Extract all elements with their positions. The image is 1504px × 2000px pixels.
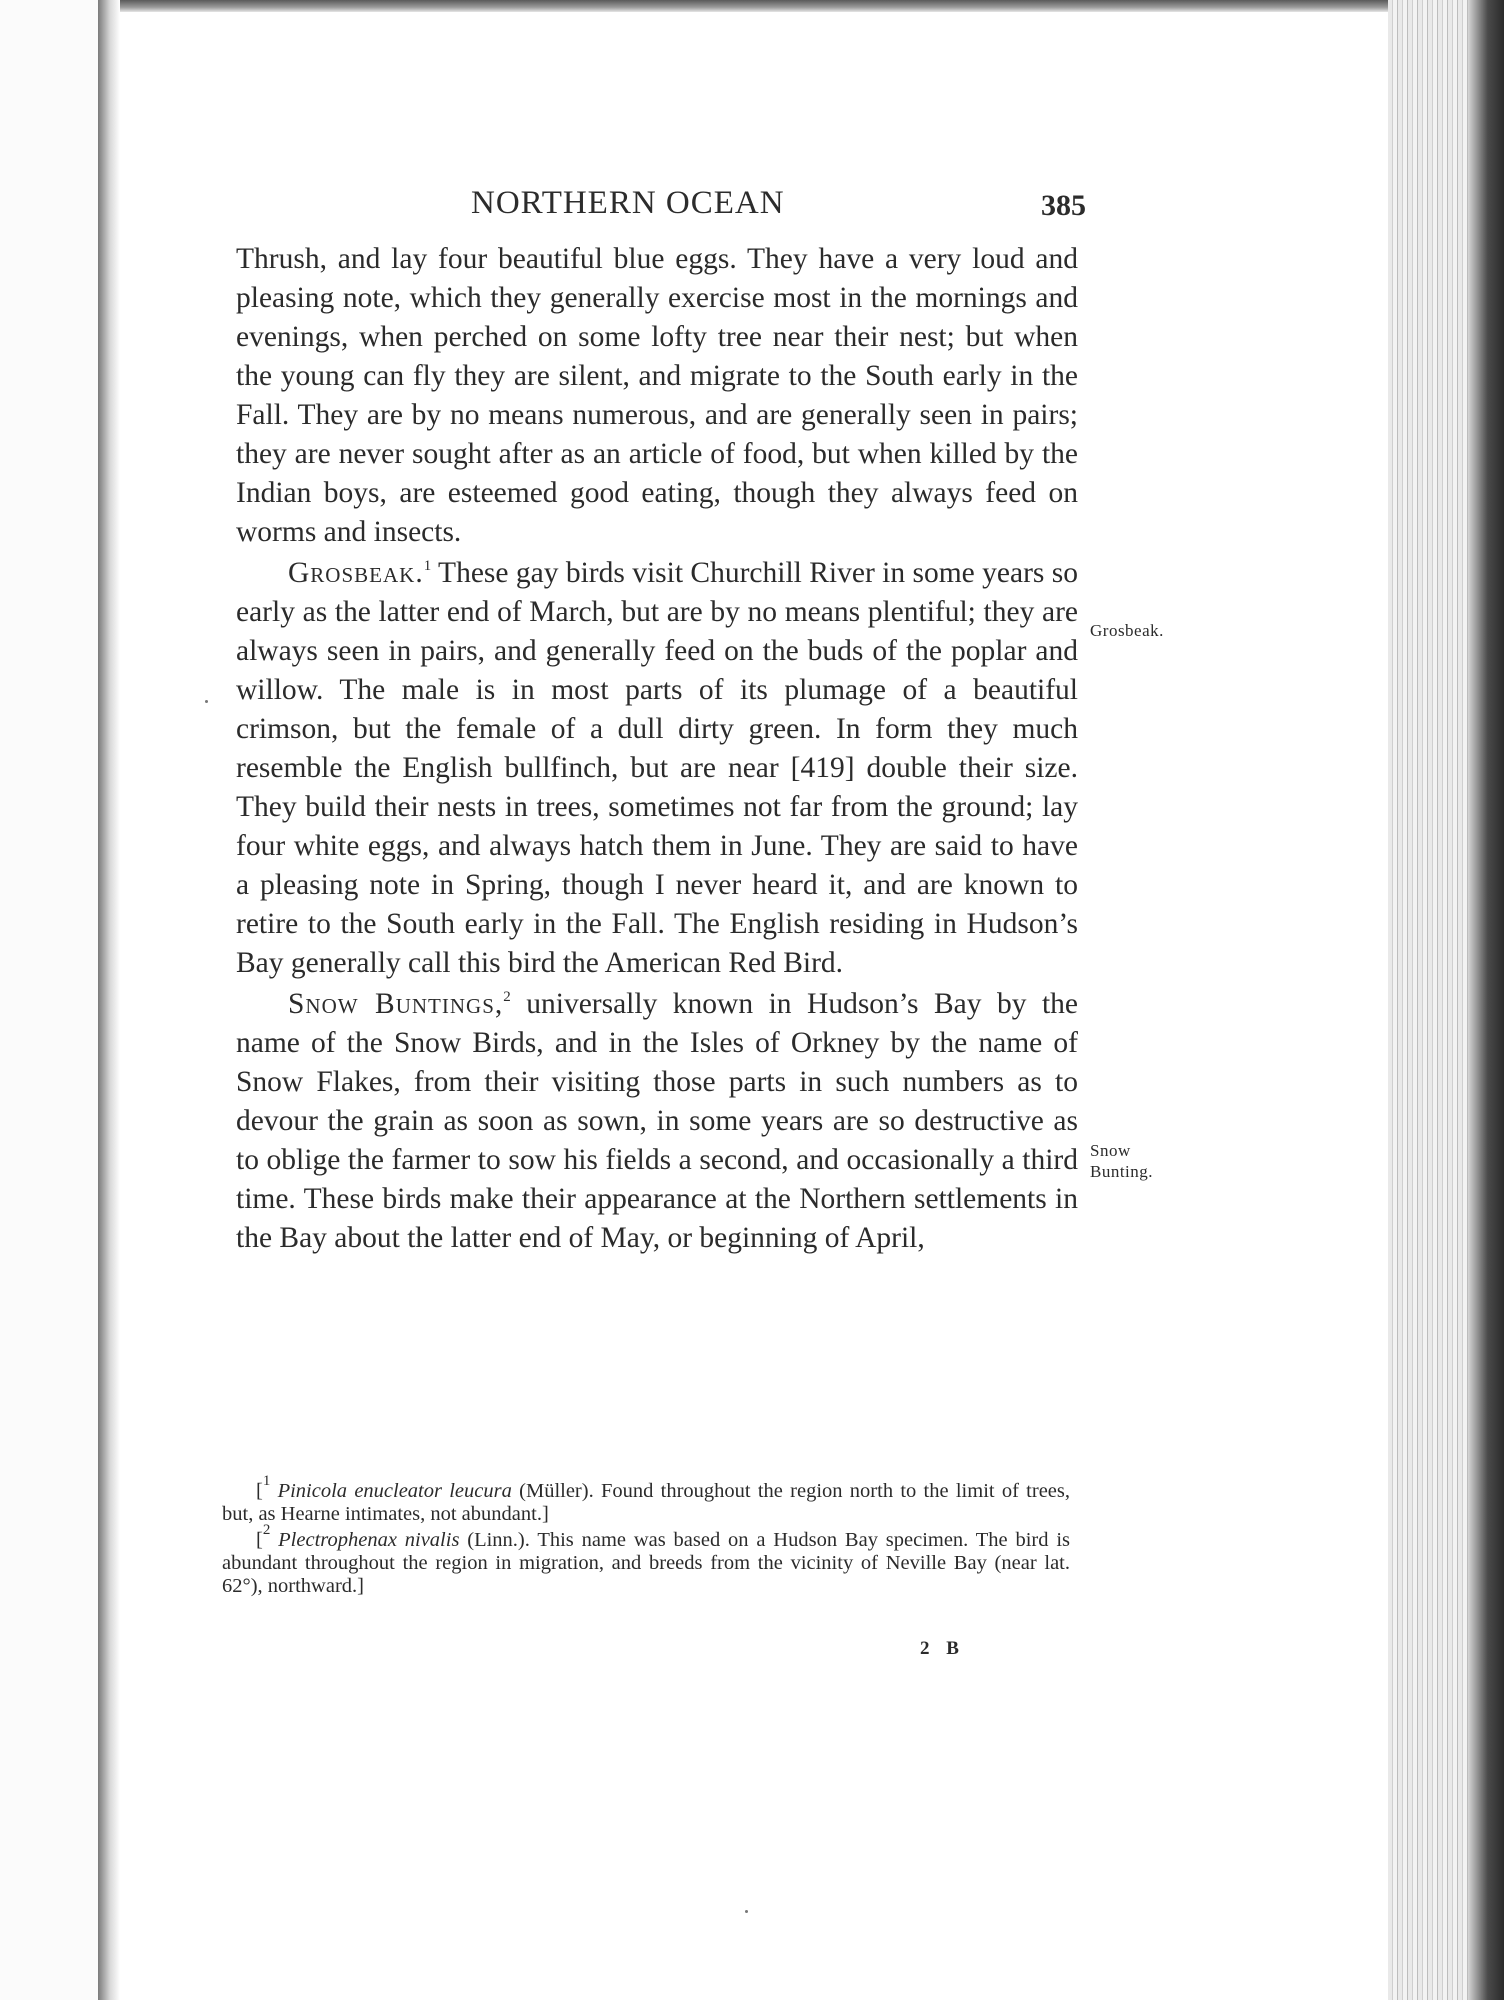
body-text: [236, 240, 1078, 1258]
footnote-ref-1: 1: [423, 558, 432, 574]
footnote-1-bracket: [: [256, 1480, 263, 1502]
footnote-2-mark: 2: [262, 1522, 271, 1538]
page-number: 385: [1041, 189, 1086, 222]
footnote-1-text: (Müller). Found throughout the region north to the limit of trees, but, as Hearne intimates, not abundant.]: [222, 1480, 1071, 1525]
page-stack-edges: [1388, 0, 1504, 2000]
signature-mark: 2 B: [920, 1638, 965, 1659]
snow-buntings-lead: Snow Buntings,: [288, 988, 504, 1020]
footnote-2-text: (Linn.). This name was based on a Hudson Bay specimen. The bird is abundant throughout the region in migration, and breeds from the vicinity of Neville Bay (near lat. 62°), northward.]: [222, 1529, 1070, 1597]
footnote-2-species: Plectrophenax nivalis: [278, 1529, 460, 1551]
side-note-snow-bunting: [1090, 1140, 1153, 1182]
footnote-1: [222, 1473, 1071, 1526]
running-head: NORTHERN OCEAN: [471, 185, 785, 221]
footnote-ref-2: 2: [503, 989, 511, 1005]
paragraph-grosbeak: [236, 554, 1078, 983]
top-page-edge: [0, 0, 1504, 12]
grosbeak-body: These gay birds visit Churchill River in some years so early as the latter end of March, but are by no means plentiful; they are always seen in pairs, and generally feed on the buds of the poplar and willow. The male is in most parts of its plumage of a beautiful crimson, but the female of a dull dirty green. In form they much resemble the English bullfinch, but are near [419] double their size. They build their nests in trees, sometimes not far from the ground; lay four white eggs, and always hatch them in June. They are said to have a pleasing note in Spring, though I never heard it, and are known to retire to the South early in the Fall. The English residing in Hudson’s Bay generally call this bird the American Red Bird.: [236, 557, 1078, 979]
side-note-snow-line1: Snow: [1090, 1141, 1131, 1160]
footnote-2-bracket: [: [256, 1529, 263, 1551]
paragraph-snow-buntings: [236, 985, 1078, 1258]
footnotes: [222, 1473, 1071, 1601]
ink-speck: [205, 700, 208, 703]
footnote-2: [222, 1522, 1070, 1598]
gutter-shadow: [98, 0, 120, 2000]
page-header: [236, 185, 1086, 235]
side-note-snow-line2: Bunting.: [1090, 1162, 1154, 1181]
footnote-1-mark: 1: [262, 1473, 271, 1489]
side-note-grosbeak-text: Grosbeak.: [1090, 621, 1164, 640]
snow-buntings-body: universally known in Hudson’s Bay by the name of the Snow Birds, and in the Isles of Orkney by the name of Snow Flakes, from their visiting those parts in such numbers as to devour the grain as soon as sown, in some years are so destructive as to oblige the farmer to sow his fields a second, and occasionally a third time. These birds make their appearance at the Northern settlements in the Bay about the latter end of May, or beginning of April,: [236, 988, 1078, 1254]
side-note-grosbeak: [1090, 620, 1164, 641]
left-page-edge: [0, 0, 102, 2000]
grosbeak-lead: Grosbeak.: [288, 557, 424, 589]
footnote-1-species: Pinicola enucleator leucura: [277, 1480, 512, 1502]
paragraph-thrush: Thrush, and lay four beautiful blue eggs. They have a very loud and pleasing note, which they generally exercise most in the mornings and evenings, when perched on some lofty tree near their nest; but when the young can fly they are silent, and migrate to the South early in the Fall. They are by no means numerous, and are generally seen in pairs; they are never sought after as an article of food, but when killed by the Indian boys, are esteemed good eating, though they always feed on worms and insects.: [236, 243, 1078, 548]
ink-speck: [745, 1910, 748, 1913]
